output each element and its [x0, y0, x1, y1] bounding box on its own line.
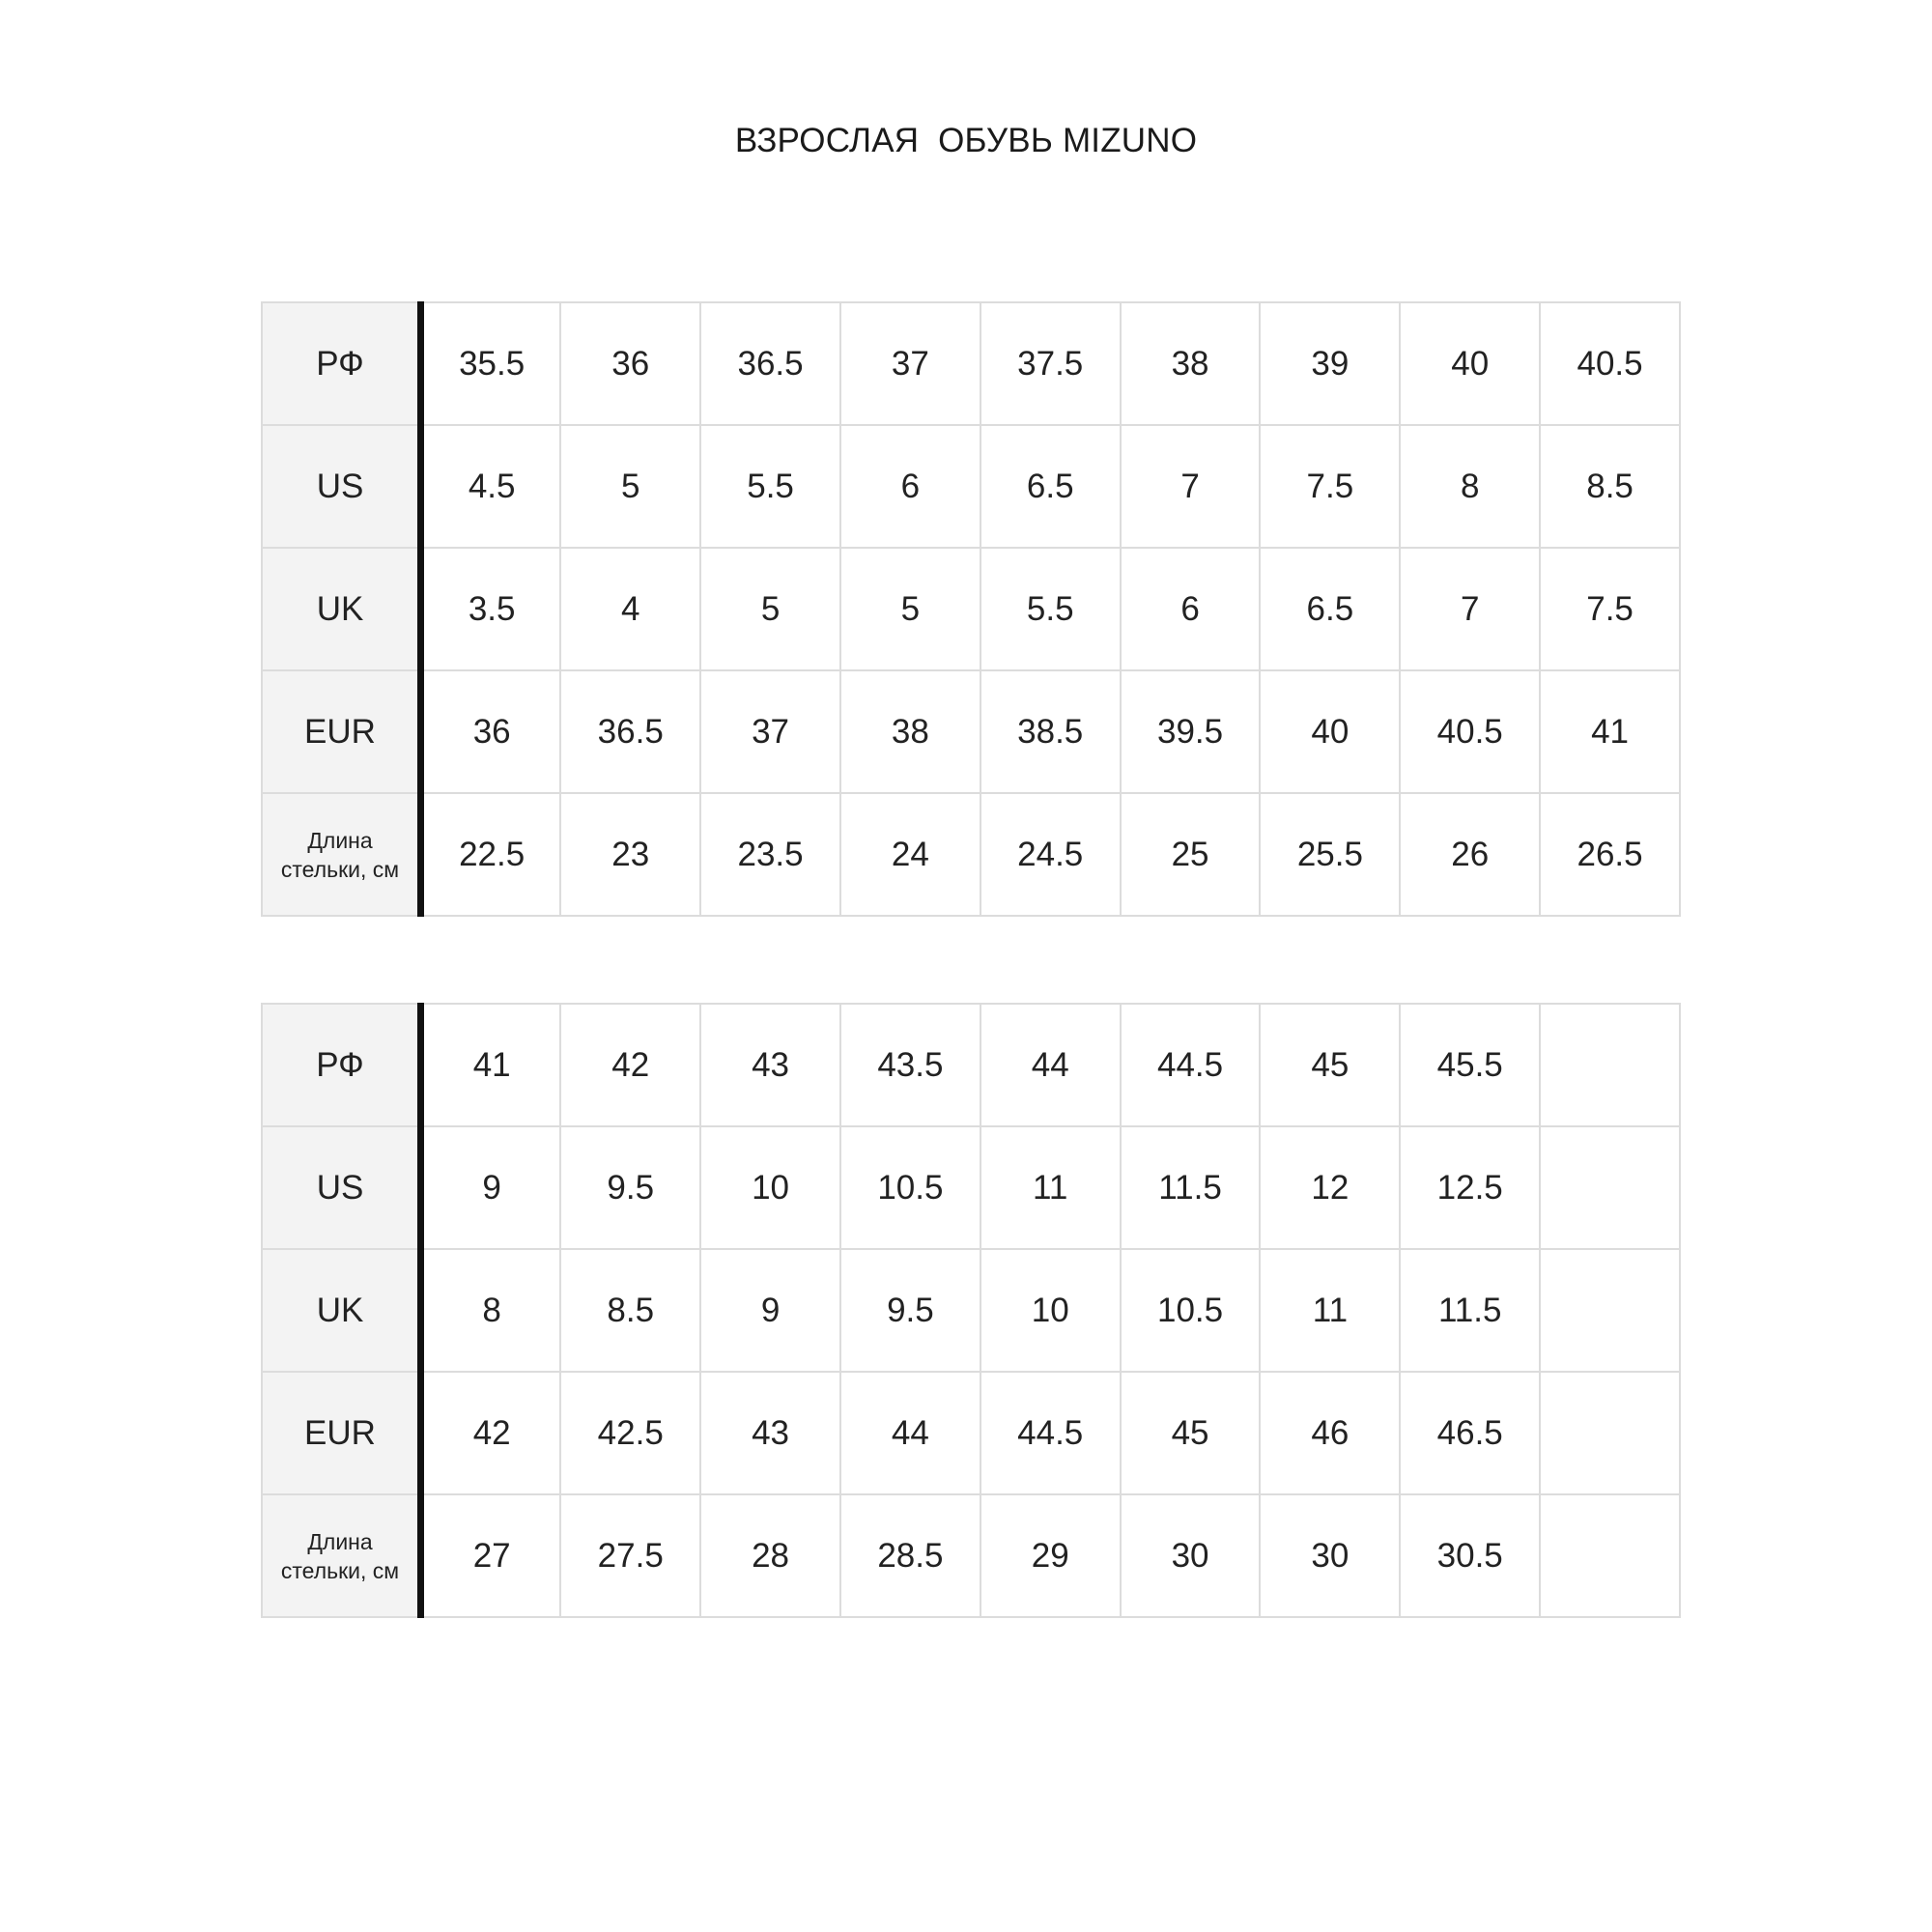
- table-row: [262, 1004, 1680, 1126]
- size-cell: 5: [840, 548, 980, 670]
- table-row: [262, 1126, 1680, 1249]
- size-cell: 40: [1260, 670, 1400, 793]
- row-label: [262, 793, 421, 916]
- size-cell: 37: [700, 670, 840, 793]
- size-cell: 36.5: [700, 302, 840, 425]
- size-cell: 8: [421, 1249, 561, 1372]
- size-table-2: [261, 1003, 1681, 1618]
- size-cell: 7.5: [1260, 425, 1400, 548]
- size-cell: 5: [560, 425, 700, 548]
- size-cell: 36.5: [560, 670, 700, 793]
- size-cell: 8: [1400, 425, 1540, 548]
- size-cell: 38: [840, 670, 980, 793]
- size-cell: 9: [421, 1126, 561, 1249]
- size-cell: 41: [1540, 670, 1680, 793]
- row-label-line: стельки, см: [280, 1557, 400, 1583]
- row-label: EUR: [262, 670, 421, 793]
- size-cell: 39: [1260, 302, 1400, 425]
- size-cell: 28: [700, 1494, 840, 1617]
- size-cell: [1540, 1372, 1680, 1494]
- size-cell: 42.5: [560, 1372, 700, 1494]
- size-cell: 6.5: [980, 425, 1121, 548]
- size-cell: 5: [700, 548, 840, 670]
- size-cell: 37: [840, 302, 980, 425]
- size-cell: 7.5: [1540, 548, 1680, 670]
- size-cell: 45.5: [1400, 1004, 1540, 1126]
- table-row: [262, 1249, 1680, 1372]
- size-cell: 29: [980, 1494, 1121, 1617]
- size-cell: 40.5: [1400, 670, 1540, 793]
- size-cell: 5.5: [980, 548, 1121, 670]
- size-cell: 9: [700, 1249, 840, 1372]
- size-cell: 45: [1260, 1004, 1400, 1126]
- size-cell: 30: [1121, 1494, 1261, 1617]
- size-cell: 26: [1400, 793, 1540, 916]
- size-cell: 11.5: [1121, 1126, 1261, 1249]
- size-cell: 44.5: [980, 1372, 1121, 1494]
- size-cell: 26.5: [1540, 793, 1680, 916]
- size-cell: 9.5: [840, 1249, 980, 1372]
- size-cell: 25: [1121, 793, 1261, 916]
- size-cell: 46: [1260, 1372, 1400, 1494]
- size-cell: 24: [840, 793, 980, 916]
- size-cell: 24.5: [980, 793, 1121, 916]
- size-cell: 45: [1121, 1372, 1261, 1494]
- size-cell: 43: [700, 1372, 840, 1494]
- row-label-line: Длина: [307, 1528, 373, 1554]
- size-table-1: [261, 301, 1681, 917]
- size-cell: 8.5: [560, 1249, 700, 1372]
- size-cell: 30: [1260, 1494, 1400, 1617]
- size-cell: 6: [840, 425, 980, 548]
- size-cell: 42: [421, 1372, 561, 1494]
- table-row: [262, 548, 1680, 670]
- table-row: [262, 670, 1680, 793]
- size-cell: 11.5: [1400, 1249, 1540, 1372]
- row-label: US: [262, 425, 421, 548]
- row-label: US: [262, 1126, 421, 1249]
- row-label: EUR: [262, 1372, 421, 1494]
- table-row: [262, 425, 1680, 548]
- size-cell: 38: [1121, 302, 1261, 425]
- table-row: [262, 1372, 1680, 1494]
- size-cell: 40.5: [1540, 302, 1680, 425]
- size-cell: 43.5: [840, 1004, 980, 1126]
- size-cell: 43: [700, 1004, 840, 1126]
- size-cell: 23: [560, 793, 700, 916]
- size-cell: 12: [1260, 1126, 1400, 1249]
- size-cell: 11: [1260, 1249, 1400, 1372]
- size-cell: 23.5: [700, 793, 840, 916]
- size-cell: 44.5: [1121, 1004, 1261, 1126]
- size-cell: 25.5: [1260, 793, 1400, 916]
- size-cell: 41: [421, 1004, 561, 1126]
- size-cell: 30.5: [1400, 1494, 1540, 1617]
- size-table-2-body: [262, 1004, 1680, 1617]
- size-cell: 27.5: [560, 1494, 700, 1617]
- size-cell: 5.5: [700, 425, 840, 548]
- size-cell: 37.5: [980, 302, 1121, 425]
- size-cell: 46.5: [1400, 1372, 1540, 1494]
- size-cell: 12.5: [1400, 1126, 1540, 1249]
- size-table-1-body: [262, 302, 1680, 916]
- size-cell: 36: [560, 302, 700, 425]
- row-label-line: Длина: [307, 827, 373, 853]
- size-cell: 10: [700, 1126, 840, 1249]
- row-label-line: стельки, см: [280, 856, 400, 882]
- size-cell: [1540, 1249, 1680, 1372]
- row-label: РФ: [262, 1004, 421, 1126]
- size-cell: 44: [980, 1004, 1121, 1126]
- size-cell: 6: [1121, 548, 1261, 670]
- size-cell: 4.5: [421, 425, 561, 548]
- table-row: [262, 302, 1680, 425]
- size-cell: 27: [421, 1494, 561, 1617]
- size-cell: 4: [560, 548, 700, 670]
- size-cell: [1540, 1126, 1680, 1249]
- size-cell: 42: [560, 1004, 700, 1126]
- table-row: [262, 1494, 1680, 1617]
- row-label: UK: [262, 1249, 421, 1372]
- row-label: [262, 1494, 421, 1617]
- row-label: UK: [262, 548, 421, 670]
- size-cell: [1540, 1494, 1680, 1617]
- row-label: РФ: [262, 302, 421, 425]
- size-cell: 6.5: [1260, 548, 1400, 670]
- size-cell: 7: [1400, 548, 1540, 670]
- size-cell: 11: [980, 1126, 1121, 1249]
- size-cell: 39.5: [1121, 670, 1261, 793]
- size-cell: 3.5: [421, 548, 561, 670]
- size-cell: 40: [1400, 302, 1540, 425]
- size-cell: 36: [421, 670, 561, 793]
- size-cell: 22.5: [421, 793, 561, 916]
- size-cell: 35.5: [421, 302, 561, 425]
- size-cell: 10: [980, 1249, 1121, 1372]
- size-cell: 44: [840, 1372, 980, 1494]
- size-cell: 8.5: [1540, 425, 1680, 548]
- size-cell: [1540, 1004, 1680, 1126]
- size-cell: 7: [1121, 425, 1261, 548]
- size-cell: 10.5: [840, 1126, 980, 1249]
- table-row: [262, 793, 1680, 916]
- size-cell: 9.5: [560, 1126, 700, 1249]
- page-title: ВЗРОСЛАЯ ОБУВЬ MIZUNO: [734, 122, 1198, 159]
- size-cell: 38.5: [980, 670, 1121, 793]
- size-cell: 10.5: [1121, 1249, 1261, 1372]
- size-cell: 28.5: [840, 1494, 980, 1617]
